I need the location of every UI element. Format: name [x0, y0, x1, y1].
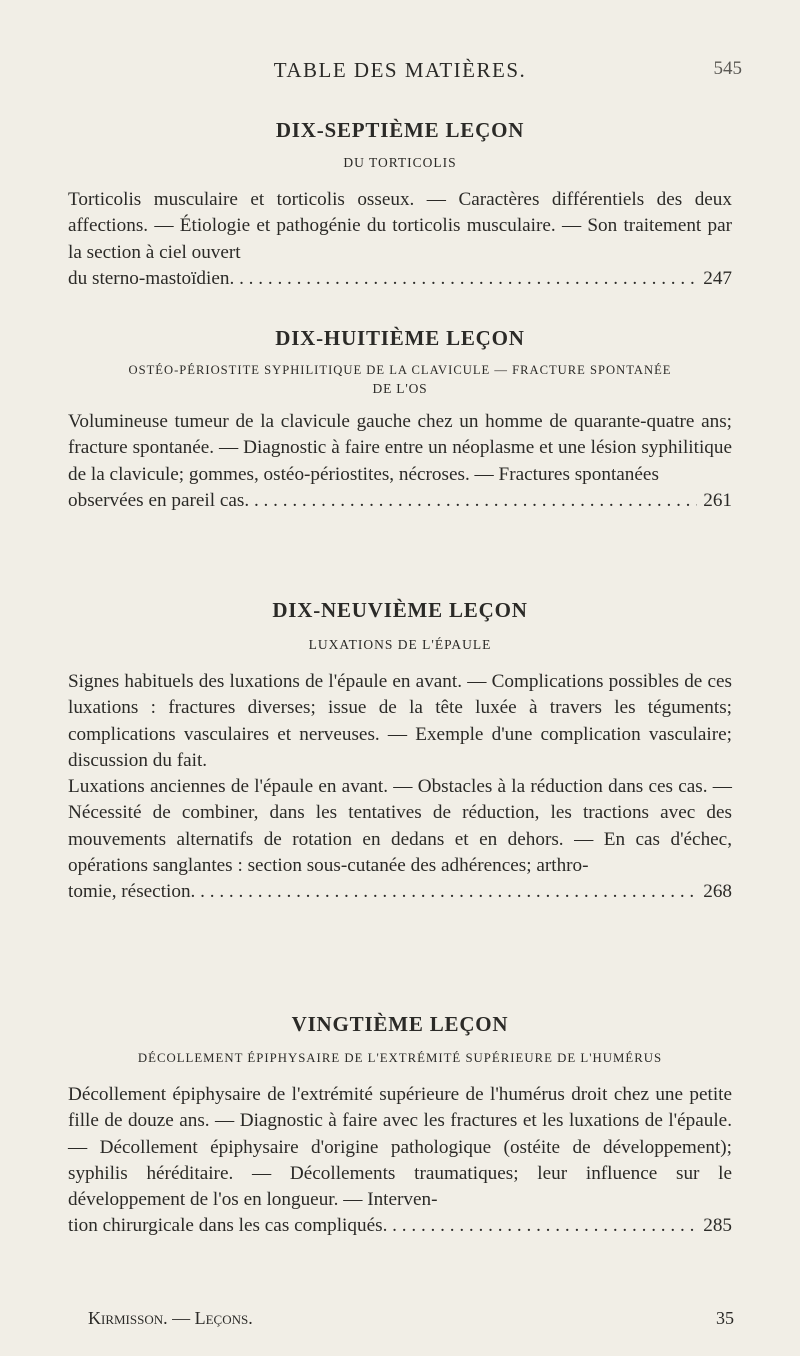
toc-entry-line [68, 1213, 732, 1239]
lecon-subject: DU TORTICOLIS [343, 155, 457, 170]
summary-last-line: du sterno-mastoïdien [68, 267, 230, 289]
page-number: 545 [713, 58, 742, 79]
lecon-summary [68, 187, 732, 292]
toc-entry-line [68, 879, 732, 905]
printer-signature: Kirmisson. — Leçons. [88, 1308, 253, 1328]
lecon-title: VINGTIÈME LEÇON [291, 1012, 509, 1036]
running-title: TABLE DES MATIÈRES. [273, 58, 527, 82]
summary-last-line: observées en pareil cas [68, 489, 245, 511]
summary-last-line: tion chirurgicale dans les cas compliqués [68, 1215, 383, 1237]
page-reference: 268 [703, 881, 732, 903]
lecon-20 [0, 1012, 800, 1240]
toc-entry-line [68, 488, 732, 514]
page-reference: 247 [703, 267, 732, 289]
lecon-subject: LUXATIONS DE L'ÉPAULE [308, 637, 492, 652]
summary-text: Volumineuse tumeur de la clavicule gauche chez un homme de quarante-quatre ans; fracture spontanée. — Diagnostic à faire entre un néoplasme et une lésion syphilitique de la clavicule; gommes, ostéo-périostites, nécroses. — Fractures spontanées [68, 411, 732, 485]
leader-dots [229, 266, 697, 292]
lecon-18 [0, 326, 800, 514]
lecon-subject-continued: DE L'OS [372, 381, 428, 396]
lecon-17 [0, 118, 800, 292]
summary-text: Torticolis musculaire et torticolis osseux. — Caractères différentiels des deux affections. — Étiologie et pathogénie du torticolis musculaire. — Son traitement par la section à ciel ouvert [68, 189, 732, 263]
leader-dots [244, 488, 697, 514]
page-header [0, 58, 800, 88]
summary-text-second-paragraph: Luxations anciennes de l'épaule en avant. — Obstacles à la réduction dans ces cas. — Nécessité de combiner, dans les tentatives de réduction, les tractions avec des mouvements alternatifs de rotation en dedans et en dehors. — En cas d'échec, opérations sanglantes : section sous-cutanée des adhérences; arthro- [68, 776, 732, 877]
lecon-title: DIX-SEPTIÈME LEÇON [275, 118, 525, 142]
lecon-summary [68, 669, 732, 906]
lecon-subject: OSTÉO-PÉRIOSTITE SYPHILITIQUE DE LA CLAVICULE — FRACTURE SPONTANÉE [128, 363, 672, 377]
lecon-19 [0, 598, 800, 906]
leader-dots [383, 1213, 698, 1239]
lecon-summary [68, 409, 732, 514]
lecon-subject: DÉCOLLEMENT ÉPIPHYSAIRE DE L'EXTRÉMITÉ SUPÉRIEURE DE L'HUMÉRUS [137, 1051, 663, 1065]
sheet-number: 35 [716, 1308, 734, 1328]
page-reference: 261 [703, 489, 732, 511]
summary-text: Signes habituels des luxations de l'épaule en avant. — Complications possibles de ces luxations : fractures diverses; issue de la tête luxée à travers les téguments; complications vasculaires et nerveuses. — Exemple d'une complication vasculaire; discussion du fait. [68, 671, 732, 771]
page-reference: 285 [703, 1215, 732, 1237]
toc-entry-line [68, 266, 732, 292]
lecon-title: DIX-HUITIÈME LEÇON [275, 326, 525, 350]
summary-text: Décollement épiphysaire de l'extrémité supérieure de l'humérus droit chez une petite fille de douze ans. — Diagnostic à faire avec les fractures et les luxations de l'épaule. — Décollement épiphysaire d'origine pathologique (ostéite de développement); syphilis héréditaire. — Décollements traumatiques; leur influence sur le développement de l'os en longueur. — Interven- [68, 1084, 732, 1211]
summary-last-line: tomie, résection [68, 881, 191, 903]
leader-dots [191, 879, 698, 905]
lecon-summary [68, 1082, 732, 1240]
lecon-title: DIX-NEUVIÈME LEÇON [272, 598, 528, 622]
